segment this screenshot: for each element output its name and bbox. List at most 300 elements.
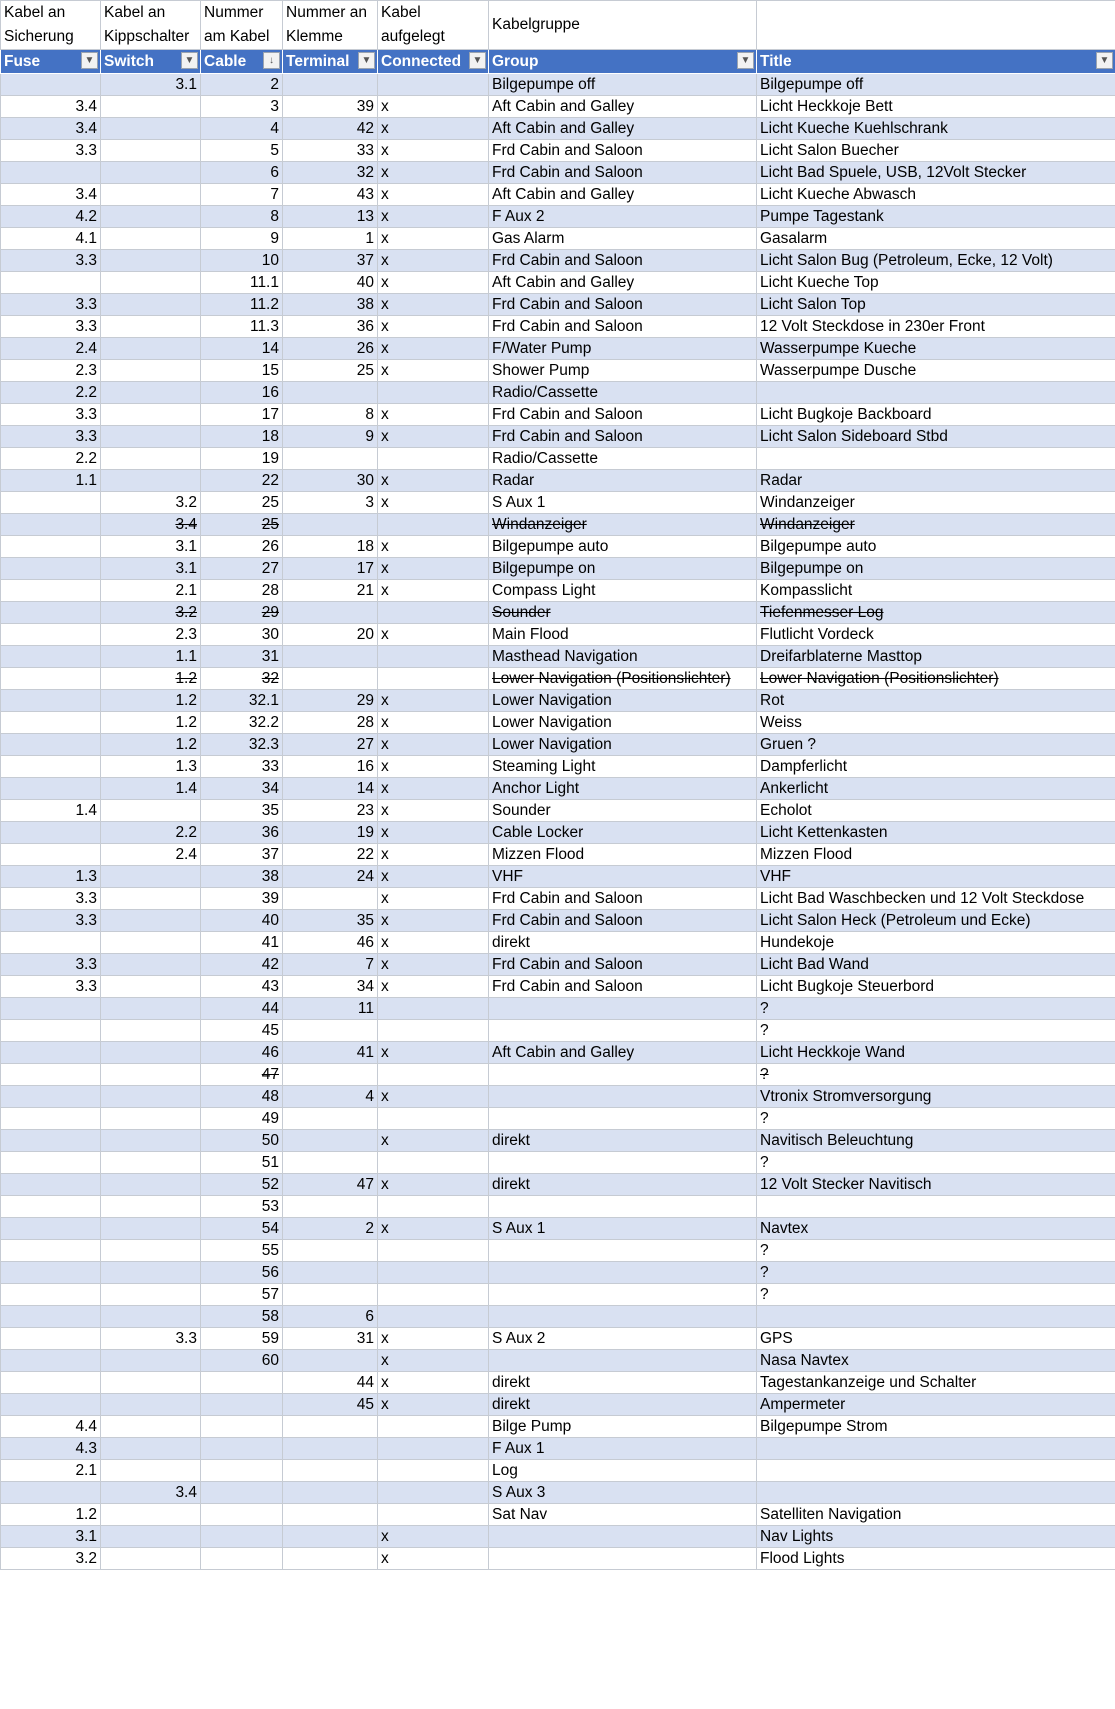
cell-title[interactable]: Licht Kettenkasten	[757, 822, 1115, 844]
cell-terminal[interactable]: 6	[283, 1306, 378, 1328]
cell-cable[interactable]: 22	[201, 470, 283, 492]
cell-title[interactable]: Tagestankanzeige und Schalter	[757, 1372, 1115, 1394]
cell-title[interactable]: Licht Kueche Kuehlschrank	[757, 118, 1115, 140]
cell-fuse[interactable]	[1, 1372, 101, 1394]
cell-fuse[interactable]	[1, 624, 101, 646]
cell-terminal[interactable]: 18	[283, 536, 378, 558]
cell-cable[interactable]: 16	[201, 382, 283, 404]
cell-title[interactable]: Flutlicht Vordeck	[757, 624, 1115, 646]
cell-terminal[interactable]	[283, 1416, 378, 1438]
cell-connected[interactable]	[378, 602, 489, 624]
cell-fuse[interactable]: 3.3	[1, 404, 101, 426]
cell-connected[interactable]: x	[378, 1328, 489, 1350]
cell-title[interactable]: 12 Volt Steckdose in 230er Front	[757, 316, 1115, 338]
cell-terminal[interactable]	[283, 1152, 378, 1174]
cell-terminal[interactable]: 27	[283, 734, 378, 756]
cell-switch[interactable]	[101, 1350, 201, 1372]
cell-cable[interactable]	[201, 1482, 283, 1504]
cell-terminal[interactable]: 41	[283, 1042, 378, 1064]
cell-fuse[interactable]	[1, 1262, 101, 1284]
cell-switch[interactable]: 1.2	[101, 668, 201, 690]
cell-connected[interactable]: x	[378, 778, 489, 800]
cell-switch[interactable]	[101, 272, 201, 294]
cell-fuse[interactable]: 1.2	[1, 1504, 101, 1526]
column-header-connected[interactable]	[378, 50, 489, 74]
cell-switch[interactable]	[101, 1218, 201, 1240]
cell-title[interactable]: Licht Salon Bug (Petroleum, Ecke, 12 Volt)	[757, 250, 1115, 272]
cell-switch[interactable]: 1.2	[101, 734, 201, 756]
cell-terminal[interactable]: 42	[283, 118, 378, 140]
cell-fuse[interactable]: 3.3	[1, 316, 101, 338]
cell-title[interactable]: Licht Kueche Top	[757, 272, 1115, 294]
cell-group[interactable]: Lower Navigation	[489, 690, 757, 712]
cell-title[interactable]: Gruen ?	[757, 734, 1115, 756]
cell-terminal[interactable]	[283, 1504, 378, 1526]
cell-connected[interactable]: x	[378, 470, 489, 492]
cell-terminal[interactable]	[283, 1262, 378, 1284]
cell-connected[interactable]: x	[378, 1394, 489, 1416]
cell-fuse[interactable]	[1, 558, 101, 580]
cell-group[interactable]	[489, 1350, 757, 1372]
cell-cable[interactable]: 47	[201, 1064, 283, 1086]
cell-switch[interactable]: 2.4	[101, 844, 201, 866]
cell-terminal[interactable]	[283, 1240, 378, 1262]
cell-fuse[interactable]	[1, 1284, 101, 1306]
cell-fuse[interactable]: 2.4	[1, 338, 101, 360]
cell-title[interactable]: Dreifarblaterne Masttop	[757, 646, 1115, 668]
cell-cable[interactable]: 57	[201, 1284, 283, 1306]
cell-terminal[interactable]: 4	[283, 1086, 378, 1108]
cell-cable[interactable]: 45	[201, 1020, 283, 1042]
cell-cable[interactable]	[201, 1394, 283, 1416]
cell-terminal[interactable]: 28	[283, 712, 378, 734]
cell-fuse[interactable]: 1.3	[1, 866, 101, 888]
cell-connected[interactable]: x	[378, 1174, 489, 1196]
cell-terminal[interactable]	[283, 668, 378, 690]
cell-cable[interactable]: 9	[201, 228, 283, 250]
cell-switch[interactable]	[101, 1394, 201, 1416]
cell-group[interactable]	[489, 998, 757, 1020]
description-header-cell[interactable]: Kabel an Kippschalter	[101, 1, 201, 50]
cell-cable[interactable]: 32	[201, 668, 283, 690]
cell-group[interactable]: Sounder	[489, 602, 757, 624]
cell-cable[interactable]	[201, 1526, 283, 1548]
cell-group[interactable]: Frd Cabin and Saloon	[489, 404, 757, 426]
cell-terminal[interactable]: 2	[283, 1218, 378, 1240]
cell-terminal[interactable]	[283, 1196, 378, 1218]
cell-title[interactable]: Licht Bugkoje Backboard	[757, 404, 1115, 426]
cell-fuse[interactable]: 3.4	[1, 118, 101, 140]
cell-terminal[interactable]: 43	[283, 184, 378, 206]
cell-fuse[interactable]	[1, 1174, 101, 1196]
cell-connected[interactable]	[378, 514, 489, 536]
cell-fuse[interactable]	[1, 580, 101, 602]
cell-group[interactable]: Cable Locker	[489, 822, 757, 844]
cell-title[interactable]: Pumpe Tagestank	[757, 206, 1115, 228]
description-header-cell[interactable]	[757, 1, 1115, 50]
cell-title[interactable]: Navtex	[757, 1218, 1115, 1240]
cell-title[interactable]: ?	[757, 1108, 1115, 1130]
cell-title[interactable]: Wasserpumpe Kueche	[757, 338, 1115, 360]
description-header-cell[interactable]: Nummer am Kabel	[201, 1, 283, 50]
cell-terminal[interactable]: 36	[283, 316, 378, 338]
cell-terminal[interactable]: 3	[283, 492, 378, 514]
cell-fuse[interactable]	[1, 646, 101, 668]
cell-connected[interactable]: x	[378, 580, 489, 602]
cell-title[interactable]: Bilgepumpe auto	[757, 536, 1115, 558]
cell-switch[interactable]	[101, 954, 201, 976]
cell-terminal[interactable]: 31	[283, 1328, 378, 1350]
cell-title[interactable]: Licht Heckkoje Wand	[757, 1042, 1115, 1064]
cell-switch[interactable]	[101, 96, 201, 118]
cell-terminal[interactable]	[283, 382, 378, 404]
cell-group[interactable]: Aft Cabin and Galley	[489, 118, 757, 140]
cell-cable[interactable]: 10	[201, 250, 283, 272]
cell-title[interactable]	[757, 1306, 1115, 1328]
cell-cable[interactable]: 17	[201, 404, 283, 426]
cell-connected[interactable]	[378, 382, 489, 404]
cell-terminal[interactable]	[283, 602, 378, 624]
cell-title[interactable]: Licht Kueche Abwasch	[757, 184, 1115, 206]
cell-switch[interactable]	[101, 1284, 201, 1306]
cell-title[interactable]: Lower Navigation (Positionslichter)	[757, 668, 1115, 690]
cell-terminal[interactable]	[283, 1064, 378, 1086]
cell-cable[interactable]: 15	[201, 360, 283, 382]
cell-connected[interactable]: x	[378, 294, 489, 316]
cell-group[interactable]: Aft Cabin and Galley	[489, 184, 757, 206]
cell-connected[interactable]: x	[378, 316, 489, 338]
cell-group[interactable]: direkt	[489, 1394, 757, 1416]
cell-switch[interactable]	[101, 162, 201, 184]
cell-connected[interactable]: x	[378, 624, 489, 646]
cell-terminal[interactable]	[283, 74, 378, 96]
cell-terminal[interactable]: 14	[283, 778, 378, 800]
cell-switch[interactable]	[101, 910, 201, 932]
cell-group[interactable]: Aft Cabin and Galley	[489, 96, 757, 118]
cell-fuse[interactable]: 3.2	[1, 1548, 101, 1570]
cell-switch[interactable]	[101, 448, 201, 470]
cell-title[interactable]	[757, 1196, 1115, 1218]
cell-switch[interactable]	[101, 382, 201, 404]
cell-connected[interactable]: x	[378, 1086, 489, 1108]
cell-cable[interactable]: 27	[201, 558, 283, 580]
cell-terminal[interactable]: 26	[283, 338, 378, 360]
cell-connected[interactable]: x	[378, 1526, 489, 1548]
cell-cable[interactable]: 28	[201, 580, 283, 602]
cell-title[interactable]: Rot	[757, 690, 1115, 712]
cell-title[interactable]: ?	[757, 998, 1115, 1020]
cell-title[interactable]: Licht Heckkoje Bett	[757, 96, 1115, 118]
cell-terminal[interactable]: 1	[283, 228, 378, 250]
cell-cable[interactable]	[201, 1416, 283, 1438]
cell-switch[interactable]	[101, 888, 201, 910]
cell-terminal[interactable]: 11	[283, 998, 378, 1020]
description-header-cell[interactable]: Nummer an Klemme	[283, 1, 378, 50]
cell-switch[interactable]: 3.2	[101, 602, 201, 624]
cell-fuse[interactable]: 4.2	[1, 206, 101, 228]
cell-cable[interactable]: 32.3	[201, 734, 283, 756]
cell-terminal[interactable]	[283, 448, 378, 470]
cell-cable[interactable]: 41	[201, 932, 283, 954]
cell-group[interactable]: S Aux 3	[489, 1482, 757, 1504]
cell-fuse[interactable]: 3.3	[1, 294, 101, 316]
cell-cable[interactable]: 32.2	[201, 712, 283, 734]
cell-switch[interactable]	[101, 426, 201, 448]
cell-connected[interactable]: x	[378, 690, 489, 712]
cell-connected[interactable]: x	[378, 734, 489, 756]
cell-cable[interactable]: 38	[201, 866, 283, 888]
cell-fuse[interactable]: 4.1	[1, 228, 101, 250]
cell-cable[interactable]: 60	[201, 1350, 283, 1372]
cell-title[interactable]: Hundekoje	[757, 932, 1115, 954]
cell-group[interactable]: S Aux 2	[489, 1328, 757, 1350]
cell-group[interactable]	[489, 1064, 757, 1086]
cell-switch[interactable]: 1.1	[101, 646, 201, 668]
description-header-cell[interactable]: Kabel aufgelegt	[378, 1, 489, 50]
cell-switch[interactable]: 2.3	[101, 624, 201, 646]
cell-title[interactable]: Radar	[757, 470, 1115, 492]
cell-cable[interactable]: 39	[201, 888, 283, 910]
cell-fuse[interactable]: 4.3	[1, 1438, 101, 1460]
cell-group[interactable]: Frd Cabin and Saloon	[489, 162, 757, 184]
cell-fuse[interactable]	[1, 998, 101, 1020]
cell-title[interactable]	[757, 1460, 1115, 1482]
cell-switch[interactable]: 2.1	[101, 580, 201, 602]
cell-fuse[interactable]: 1.4	[1, 800, 101, 822]
cell-terminal[interactable]	[283, 646, 378, 668]
cell-connected[interactable]	[378, 1108, 489, 1130]
cell-group[interactable]: VHF	[489, 866, 757, 888]
cell-switch[interactable]: 3.1	[101, 558, 201, 580]
cell-cable[interactable]: 25	[201, 492, 283, 514]
cell-connected[interactable]: x	[378, 184, 489, 206]
cell-title[interactable]: Windanzeiger	[757, 492, 1115, 514]
cell-cable[interactable]: 52	[201, 1174, 283, 1196]
cell-connected[interactable]: x	[378, 1548, 489, 1570]
cell-fuse[interactable]	[1, 1350, 101, 1372]
cell-title[interactable]: ?	[757, 1262, 1115, 1284]
cell-cable[interactable]: 59	[201, 1328, 283, 1350]
cell-cable[interactable]: 48	[201, 1086, 283, 1108]
cell-cable[interactable]: 40	[201, 910, 283, 932]
cell-cable[interactable]: 31	[201, 646, 283, 668]
cell-fuse[interactable]: 3.3	[1, 976, 101, 998]
cell-fuse[interactable]: 3.3	[1, 910, 101, 932]
cell-cable[interactable]: 44	[201, 998, 283, 1020]
cell-fuse[interactable]	[1, 1020, 101, 1042]
cell-cable[interactable]	[201, 1438, 283, 1460]
cell-cable[interactable]: 55	[201, 1240, 283, 1262]
description-header-cell[interactable]: Kabel an Sicherung	[1, 1, 101, 50]
description-header-cell[interactable]: Kabelgruppe	[489, 1, 757, 50]
cell-group[interactable]	[489, 1020, 757, 1042]
cell-fuse[interactable]	[1, 1042, 101, 1064]
cell-switch[interactable]: 3.2	[101, 492, 201, 514]
filter-dropdown-icon[interactable]: ▼	[81, 52, 98, 69]
cell-group[interactable]	[489, 1086, 757, 1108]
cell-group[interactable]: F Aux 1	[489, 1438, 757, 1460]
cell-connected[interactable]: x	[378, 932, 489, 954]
cell-terminal[interactable]: 39	[283, 96, 378, 118]
cell-fuse[interactable]	[1, 1152, 101, 1174]
cell-connected[interactable]	[378, 74, 489, 96]
cell-fuse[interactable]: 2.2	[1, 382, 101, 404]
cell-terminal[interactable]	[283, 1284, 378, 1306]
cell-group[interactable]: Radio/Cassette	[489, 448, 757, 470]
cell-group[interactable]: Log	[489, 1460, 757, 1482]
cell-connected[interactable]: x	[378, 162, 489, 184]
cell-group[interactable]: Main Flood	[489, 624, 757, 646]
cell-connected[interactable]: x	[378, 954, 489, 976]
cell-group[interactable]: S Aux 1	[489, 492, 757, 514]
cell-connected[interactable]: x	[378, 756, 489, 778]
column-header-terminal[interactable]	[283, 50, 378, 74]
cell-connected[interactable]: x	[378, 228, 489, 250]
cell-connected[interactable]	[378, 448, 489, 470]
cell-group[interactable]	[489, 1284, 757, 1306]
cell-switch[interactable]: 1.4	[101, 778, 201, 800]
cell-fuse[interactable]	[1, 1064, 101, 1086]
cell-title[interactable]: Licht Bad Spuele, USB, 12Volt Stecker	[757, 162, 1115, 184]
cell-title[interactable]: Wasserpumpe Dusche	[757, 360, 1115, 382]
cell-title[interactable]: Licht Salon Sideboard Stbd	[757, 426, 1115, 448]
cell-cable[interactable]	[201, 1372, 283, 1394]
cell-group[interactable]: Bilgepumpe on	[489, 558, 757, 580]
cell-title[interactable]: Dampferlicht	[757, 756, 1115, 778]
cell-terminal[interactable]	[283, 514, 378, 536]
cell-group[interactable]: Frd Cabin and Saloon	[489, 316, 757, 338]
cell-cable[interactable]: 18	[201, 426, 283, 448]
cell-terminal[interactable]: 33	[283, 140, 378, 162]
cell-fuse[interactable]	[1, 712, 101, 734]
cell-fuse[interactable]	[1, 734, 101, 756]
cell-group[interactable]: direkt	[489, 1174, 757, 1196]
cell-group[interactable]: direkt	[489, 932, 757, 954]
cell-group[interactable]: Sounder	[489, 800, 757, 822]
cell-cable[interactable]: 58	[201, 1306, 283, 1328]
cell-cable[interactable]: 11.2	[201, 294, 283, 316]
cell-cable[interactable]	[201, 1460, 283, 1482]
cell-connected[interactable]: x	[378, 800, 489, 822]
cell-title[interactable]	[757, 382, 1115, 404]
cell-fuse[interactable]	[1, 492, 101, 514]
cell-cable[interactable]: 49	[201, 1108, 283, 1130]
cell-title[interactable]: ?	[757, 1240, 1115, 1262]
cell-fuse[interactable]	[1, 756, 101, 778]
cell-cable[interactable]: 34	[201, 778, 283, 800]
cell-title[interactable]: Licht Salon Top	[757, 294, 1115, 316]
cell-group[interactable]: direkt	[489, 1130, 757, 1152]
cell-switch[interactable]	[101, 140, 201, 162]
cell-terminal[interactable]: 21	[283, 580, 378, 602]
cell-terminal[interactable]	[283, 1460, 378, 1482]
cell-switch[interactable]	[101, 316, 201, 338]
cell-terminal[interactable]: 23	[283, 800, 378, 822]
cell-connected[interactable]: x	[378, 1372, 489, 1394]
cell-group[interactable]: Lower Navigation	[489, 712, 757, 734]
cell-title[interactable]: ?	[757, 1064, 1115, 1086]
cell-title[interactable]: Licht Bad Wand	[757, 954, 1115, 976]
cell-group[interactable]: F/Water Pump	[489, 338, 757, 360]
cell-group[interactable]: Steaming Light	[489, 756, 757, 778]
cell-group[interactable]: Gas Alarm	[489, 228, 757, 250]
cell-fuse[interactable]: 4.4	[1, 1416, 101, 1438]
cell-switch[interactable]	[101, 1064, 201, 1086]
cell-connected[interactable]: x	[378, 492, 489, 514]
cell-terminal[interactable]: 17	[283, 558, 378, 580]
cell-switch[interactable]: 3.4	[101, 514, 201, 536]
cell-group[interactable]: S Aux 1	[489, 1218, 757, 1240]
cell-title[interactable]: Licht Bugkoje Steuerbord	[757, 976, 1115, 998]
cell-group[interactable]: Frd Cabin and Saloon	[489, 140, 757, 162]
cell-cable[interactable]: 54	[201, 1218, 283, 1240]
cell-switch[interactable]	[101, 1174, 201, 1196]
cell-fuse[interactable]	[1, 1240, 101, 1262]
cell-terminal[interactable]	[283, 1548, 378, 1570]
cell-cable[interactable]: 26	[201, 536, 283, 558]
cell-switch[interactable]: 3.3	[101, 1328, 201, 1350]
cell-terminal[interactable]	[283, 888, 378, 910]
cell-group[interactable]	[489, 1306, 757, 1328]
cell-switch[interactable]	[101, 228, 201, 250]
cell-fuse[interactable]	[1, 1196, 101, 1218]
cell-switch[interactable]: 2.2	[101, 822, 201, 844]
cell-title[interactable]: Licht Bad Waschbecken und 12 Volt Steckdose	[757, 888, 1115, 910]
cell-group[interactable]: Aft Cabin and Galley	[489, 1042, 757, 1064]
cell-switch[interactable]	[101, 1108, 201, 1130]
column-header-cable[interactable]	[201, 50, 283, 74]
cell-connected[interactable]	[378, 998, 489, 1020]
cell-fuse[interactable]: 3.3	[1, 140, 101, 162]
cell-connected[interactable]: x	[378, 272, 489, 294]
cell-title[interactable]: Licht Salon Buecher	[757, 140, 1115, 162]
cell-title[interactable]: ?	[757, 1284, 1115, 1306]
cell-cable[interactable]: 4	[201, 118, 283, 140]
cell-title[interactable]: Nav Lights	[757, 1526, 1115, 1548]
cell-switch[interactable]	[101, 1306, 201, 1328]
cell-cable[interactable]	[201, 1548, 283, 1570]
cell-terminal[interactable]: 29	[283, 690, 378, 712]
cell-group[interactable]: Radar	[489, 470, 757, 492]
cell-cable[interactable]: 19	[201, 448, 283, 470]
cell-terminal[interactable]: 40	[283, 272, 378, 294]
cell-connected[interactable]	[378, 668, 489, 690]
filter-dropdown-icon[interactable]: ▼	[737, 52, 754, 69]
cell-group[interactable]: direkt	[489, 1372, 757, 1394]
cell-connected[interactable]	[378, 1152, 489, 1174]
cell-switch[interactable]	[101, 360, 201, 382]
cell-title[interactable]: Ampermeter	[757, 1394, 1115, 1416]
cell-switch[interactable]	[101, 1416, 201, 1438]
cell-terminal[interactable]: 24	[283, 866, 378, 888]
cell-cable[interactable]: 42	[201, 954, 283, 976]
cell-switch[interactable]	[101, 1262, 201, 1284]
cell-group[interactable]: Lower Navigation (Positionslichter)	[489, 668, 757, 690]
cell-cable[interactable]: 36	[201, 822, 283, 844]
cell-group[interactable]: Frd Cabin and Saloon	[489, 294, 757, 316]
cell-terminal[interactable]: 47	[283, 1174, 378, 1196]
cell-fuse[interactable]: 2.2	[1, 448, 101, 470]
cell-connected[interactable]	[378, 1460, 489, 1482]
cell-group[interactable]	[489, 1526, 757, 1548]
cell-connected[interactable]	[378, 1438, 489, 1460]
cell-terminal[interactable]	[283, 1482, 378, 1504]
cell-switch[interactable]: 1.2	[101, 712, 201, 734]
cell-cable[interactable]: 35	[201, 800, 283, 822]
cell-fuse[interactable]	[1, 844, 101, 866]
cell-terminal[interactable]	[283, 1350, 378, 1372]
cell-switch[interactable]	[101, 1042, 201, 1064]
